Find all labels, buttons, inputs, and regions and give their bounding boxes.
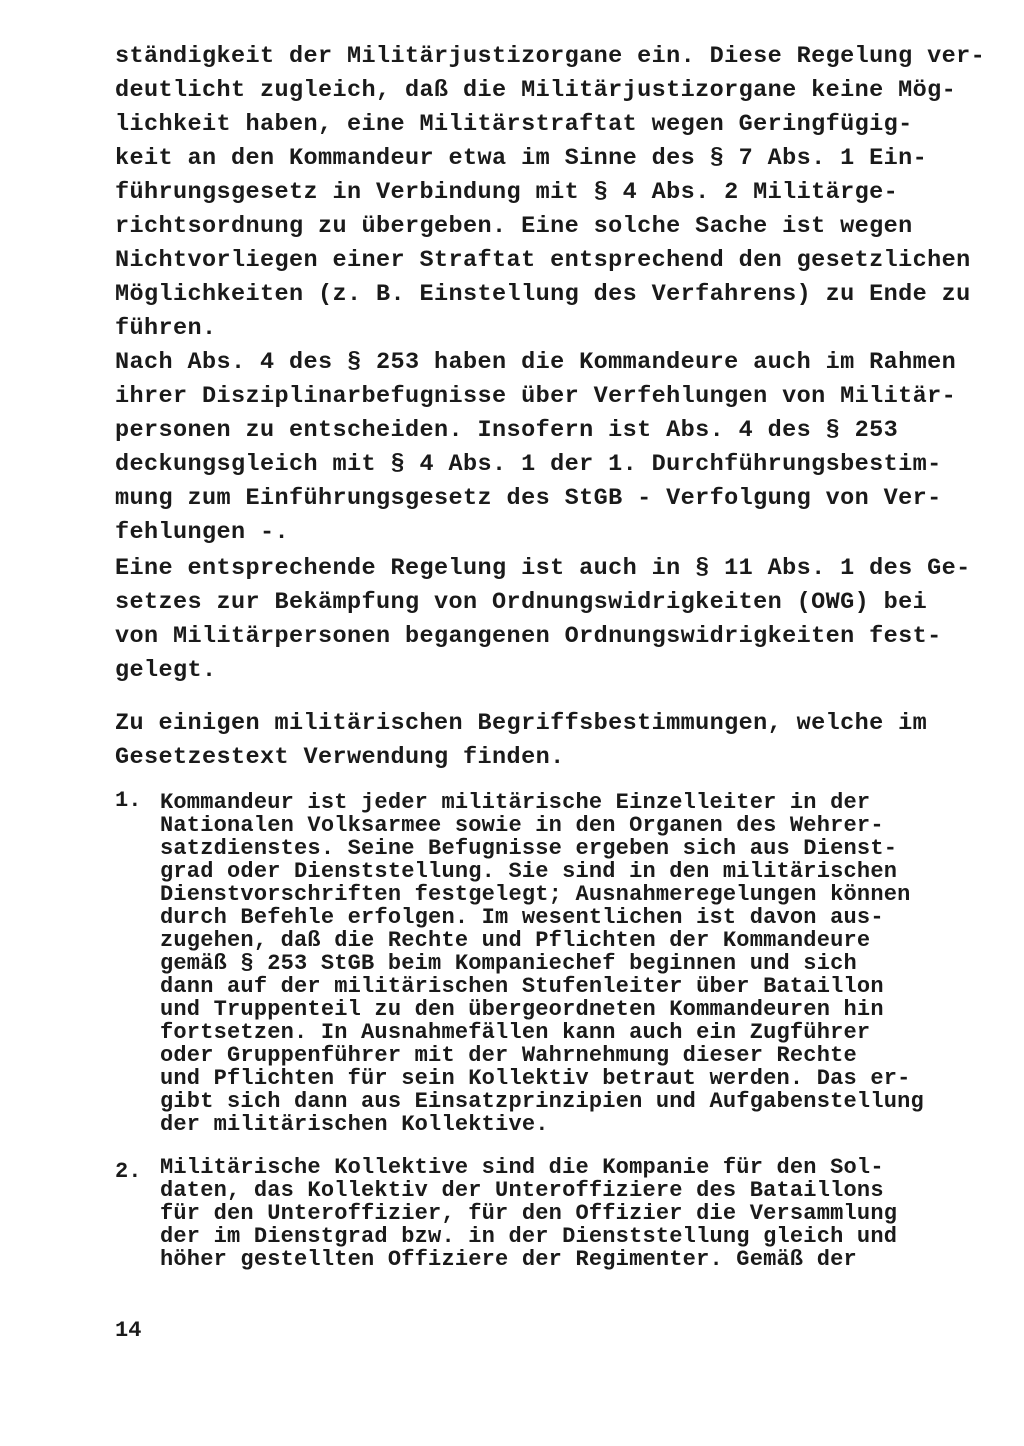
text-line: satzdienstes. Seine Befugnisse ergeben sich aus Dienst-	[160, 836, 898, 861]
text-line: fehlungen -.	[115, 519, 290, 546]
section-heading-line: Gesetzestext Verwendung finden.	[115, 744, 565, 771]
text-line: von Militärpersonen begangenen Ordnungswidrigkeiten fest-	[115, 623, 942, 650]
text-line: ihrer Disziplinarbefugnisse über Verfehlungen von Militär-	[115, 383, 957, 410]
text-line: höher gestellten Offiziere der Regimenter. Gemäß der	[160, 1247, 857, 1272]
text-line: und Truppenteil zu den übergeordneten Kommandeuren hin	[160, 997, 884, 1022]
text-line: oder Gruppenführer mit der Wahrnehmung dieser Rechte	[160, 1043, 857, 1068]
text-line: setzes zur Bekämpfung von Ordnungswidrigkeiten (OWG) bei	[115, 589, 928, 616]
text-line: dann auf der militärischen Stufenleiter über Bataillon	[160, 974, 884, 999]
text-line: deckungsgleich mit § 4 Abs. 1 der 1. Durchführungsbestim-	[115, 451, 942, 478]
text-line: für den Unteroffizier, für den Offizier die Versammlung	[160, 1201, 898, 1226]
text-line: zugehen, daß die Rechte und Pflichten der Kommandeure	[160, 928, 871, 953]
text-line: deutlicht zugleich, daß die Militärjustizorgane keine Mög-	[115, 77, 957, 104]
text-line: lichkeit haben, eine Militärstraftat wegen Geringfügig-	[115, 111, 913, 138]
text-line: gemäß § 253 StGB beim Kompaniechef beginnen und sich	[160, 951, 857, 976]
text-line: grad oder Dienststellung. Sie sind in den militärischen	[160, 859, 898, 884]
text-line: daten, das Kollektiv der Unteroffiziere des Bataillons	[160, 1178, 884, 1203]
text-line: führen.	[115, 315, 217, 342]
text-line: Nationalen Volksarmee sowie in den Organen des Wehrer-	[160, 813, 884, 838]
text-line: Nichtvorliegen einer Straftat entsprechend den gesetzlichen	[115, 247, 971, 274]
text-line: ständigkeit der Militärjustizorgane ein. Diese Regelung ver-	[115, 43, 986, 70]
text-line: gelegt.	[115, 657, 217, 684]
text-line: mung zum Einführungsgesetz des StGB - Verfolgung von Ver-	[115, 485, 942, 512]
text-line: richtsordnung zu übergeben. Eine solche Sache ist wegen	[115, 213, 913, 240]
list-number-2: 2.	[115, 1159, 142, 1184]
text-line: und Pflichten für sein Kollektiv betraut werden. Das er-	[160, 1066, 911, 1091]
text-line: führungsgesetz in Verbindung mit § 4 Abs. 2 Militärge-	[115, 179, 899, 206]
text-line: der im Dienstgrad bzw. in der Dienststellung gleich und	[160, 1224, 898, 1249]
text-line: keit an den Kommandeur etwa im Sinne des § 7 Abs. 1 Ein-	[115, 145, 928, 172]
text-line: Eine entsprechende Regelung ist auch in § 11 Abs. 1 des Ge-	[115, 555, 971, 582]
text-line: Militärische Kollektive sind die Kompanie für den Sol-	[160, 1155, 884, 1180]
text-line: Nach Abs. 4 des § 253 haben die Kommandeure auch im Rahmen	[115, 349, 957, 376]
section-heading-line: Zu einigen militärischen Begriffsbestimmungen, welche im	[115, 710, 928, 737]
page-number: 14	[115, 1318, 142, 1343]
text-line: Kommandeur ist jeder militärische Einzelleiter in der	[160, 790, 871, 815]
text-line: Dienstvorschriften festgelegt; Ausnahmeregelungen können	[160, 882, 911, 907]
text-line: fortsetzen. In Ausnahmefällen kann auch ein Zugführer	[160, 1020, 871, 1045]
text-line: durch Befehle erfolgen. Im wesentlichen ist davon aus-	[160, 905, 884, 930]
text-line: der militärischen Kollektive.	[160, 1112, 549, 1137]
text-line: Möglichkeiten (z. B. Einstellung des Verfahrens) zu Ende zu	[115, 281, 971, 308]
list-number-1: 1.	[115, 788, 142, 813]
text-line: personen zu entscheiden. Insofern ist Abs. 4 des § 253	[115, 417, 899, 444]
text-line: gibt sich dann aus Einsatzprinzipien und Aufgabenstellung	[160, 1089, 924, 1114]
